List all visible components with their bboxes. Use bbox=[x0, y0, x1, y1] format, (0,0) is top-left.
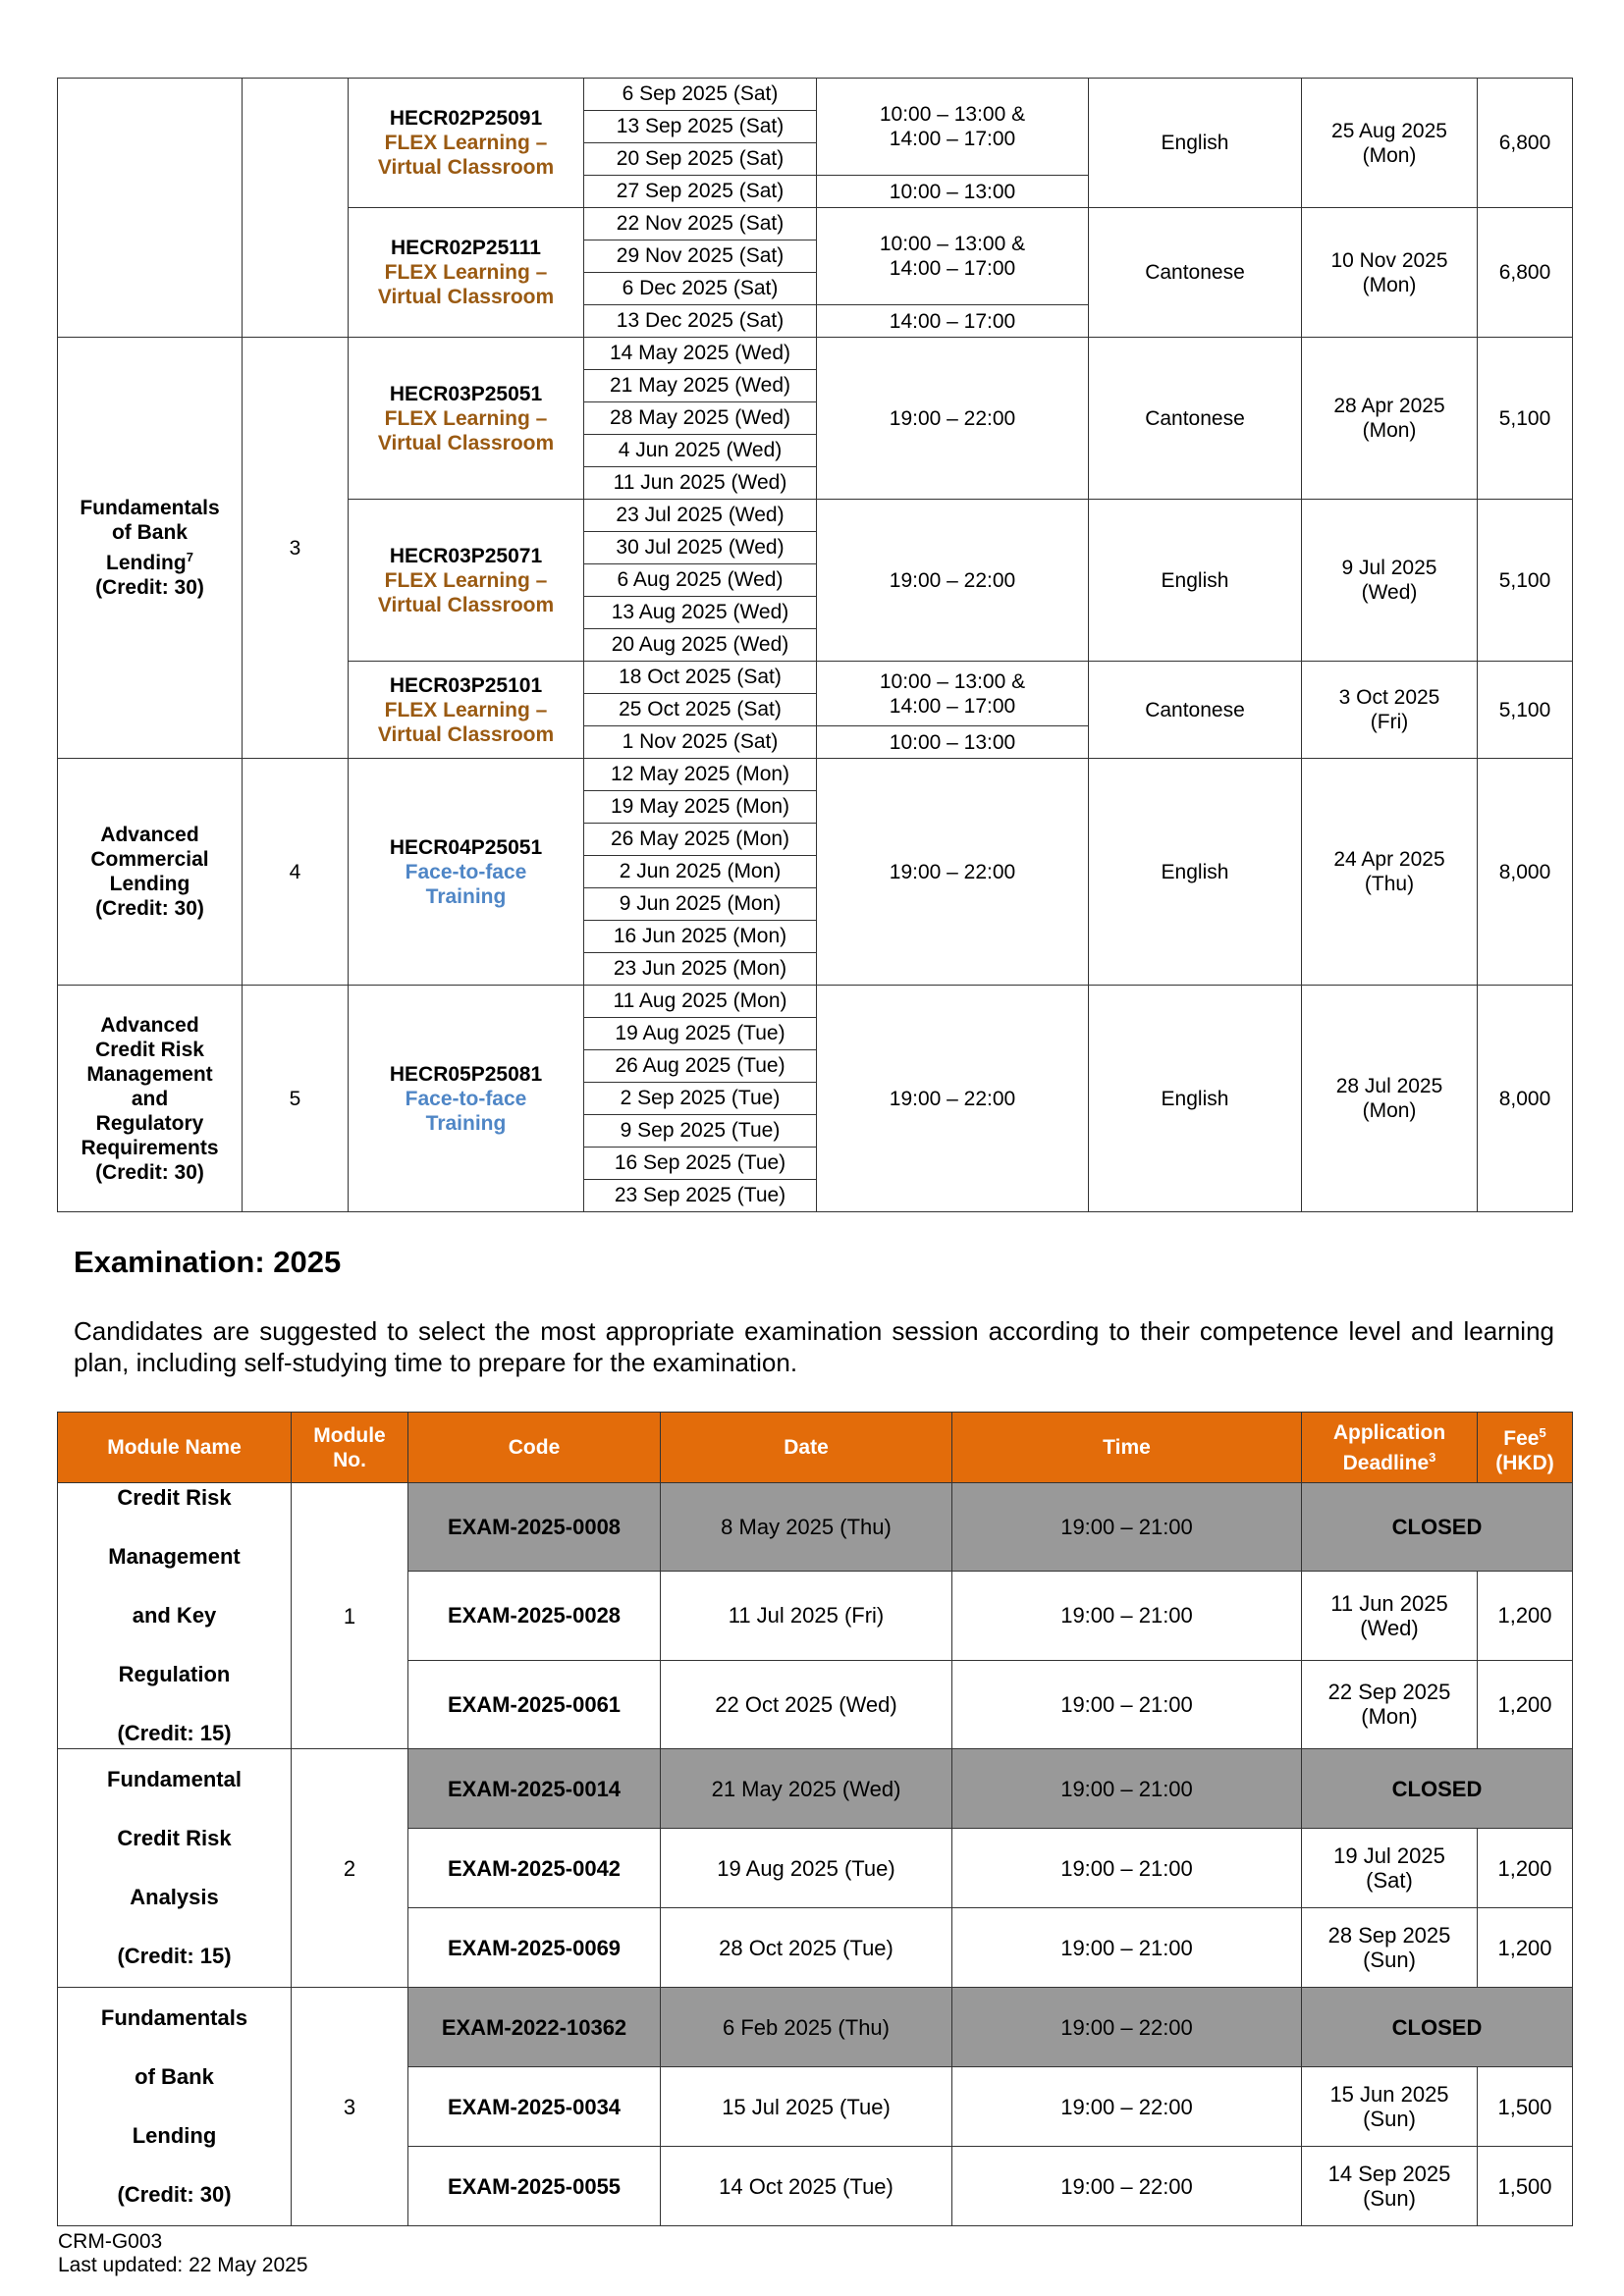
class-code: HECR02P25111 bbox=[391, 237, 541, 259]
class-date: 13 Aug 2025 (Wed) bbox=[584, 597, 817, 629]
class-code: HECR02P25091 bbox=[389, 107, 543, 130]
header-fee bbox=[1478, 1413, 1573, 1483]
exam-module-name-line: Management bbox=[108, 1544, 241, 1569]
class-fee: 5,100 bbox=[1478, 338, 1573, 500]
module-name-line: Fundamentals bbox=[80, 497, 220, 519]
training-row bbox=[58, 79, 1573, 111]
class-time-line: 14:00 – 17:00 bbox=[889, 257, 1016, 280]
header-module-no bbox=[292, 1413, 408, 1483]
last-updated: Last updated: 22 May 2025 bbox=[58, 2254, 308, 2276]
class-date: 23 Sep 2025 (Tue) bbox=[584, 1180, 817, 1212]
header-module-name: Module Name bbox=[58, 1413, 292, 1483]
exam-code: EXAM-2025-0008 bbox=[408, 1483, 661, 1572]
exam-section-note: Candidates are suggested to select the most appropriate examination session according to their competence level and learning plan, including self-studying time to prepare for the examination. bbox=[74, 1316, 1554, 1377]
exam-module-name-line: Fundamentals bbox=[100, 2005, 248, 2030]
class-code-cell bbox=[349, 79, 584, 208]
class-language: English bbox=[1089, 79, 1302, 208]
module-name-line: Commercial bbox=[90, 848, 209, 871]
exam-deadline bbox=[1302, 1660, 1478, 1748]
class-date: 9 Jun 2025 (Mon) bbox=[584, 888, 817, 921]
class-date: 27 Sep 2025 (Sat) bbox=[584, 176, 817, 208]
exam-deadline bbox=[1302, 1908, 1478, 1988]
exam-module-name-line: Fundamental bbox=[107, 1767, 242, 1791]
class-date: 30 Jul 2025 (Wed) bbox=[584, 532, 817, 564]
class-code-cell bbox=[349, 208, 584, 338]
exam-module-no-cell: 1 bbox=[292, 1483, 408, 1749]
header-module-no-line2: No. bbox=[333, 1448, 366, 1471]
exam-fee: 1,500 bbox=[1478, 2147, 1573, 2226]
class-deadline-line: 25 Aug 2025 bbox=[1331, 119, 1447, 142]
exam-code: EXAM-2022-10362 bbox=[408, 1988, 661, 2067]
module-name-line: and bbox=[131, 1087, 169, 1110]
header-fee-line1: Fee bbox=[1503, 1426, 1540, 1450]
class-fee: 8,000 bbox=[1478, 986, 1573, 1212]
exam-fee: 1,500 bbox=[1478, 2067, 1573, 2147]
exam-closed-status: CLOSED bbox=[1302, 1988, 1573, 2067]
exam-deadline-line: 22 Sep 2025 bbox=[1327, 1680, 1451, 1705]
class-date: 1 Nov 2025 (Sat) bbox=[584, 726, 817, 759]
exam-date: 22 Oct 2025 (Wed) bbox=[661, 1660, 952, 1748]
class-deadline bbox=[1302, 662, 1478, 759]
class-time: 19:00 – 22:00 bbox=[817, 500, 1089, 662]
module-name-line: Requirements bbox=[81, 1136, 219, 1159]
class-language: Cantonese bbox=[1089, 208, 1302, 338]
module-name-line: Credit Risk bbox=[95, 1038, 204, 1061]
class-code-cell bbox=[349, 986, 584, 1212]
class-fee: 5,100 bbox=[1478, 662, 1573, 759]
exam-closed-status: CLOSED bbox=[1302, 1749, 1573, 1829]
exam-deadline-line: (Sun) bbox=[1363, 2107, 1416, 2131]
training-row bbox=[58, 759, 1573, 791]
exam-time: 19:00 – 21:00 bbox=[952, 1829, 1302, 1908]
module-no-cell bbox=[243, 79, 349, 338]
class-deadline-line: (Mon) bbox=[1362, 273, 1417, 296]
exam-date: 11 Jul 2025 (Fri) bbox=[661, 1572, 952, 1660]
header-time: Time bbox=[952, 1413, 1302, 1483]
exam-code: EXAM-2025-0069 bbox=[408, 1908, 661, 1988]
exam-module-name-line: Credit Risk bbox=[117, 1485, 232, 1510]
class-format: FLEX Learning – Virtual Classroom bbox=[377, 132, 555, 179]
class-date: 9 Sep 2025 (Tue) bbox=[584, 1115, 817, 1148]
exam-deadline-line: (Sun) bbox=[1363, 2186, 1416, 2211]
exam-module-name-line: Regulation bbox=[118, 1662, 231, 1686]
class-code: HECR04P25051 bbox=[389, 835, 543, 859]
exam-time: 19:00 – 22:00 bbox=[952, 1988, 1302, 2067]
class-time-last: 10:00 – 13:00 bbox=[817, 176, 1089, 208]
module-name-line: Regulatory bbox=[95, 1111, 204, 1135]
class-format: FLEX Learning – Virtual Classroom bbox=[377, 261, 555, 308]
class-language: English bbox=[1089, 986, 1302, 1212]
class-code-cell bbox=[349, 759, 584, 986]
module-name-cell bbox=[58, 79, 243, 338]
exam-code: EXAM-2025-0061 bbox=[408, 1660, 661, 1748]
class-deadline-line: 24 Apr 2025 bbox=[1333, 848, 1445, 871]
module-name-line: (Credit: 30) bbox=[95, 576, 204, 599]
header-code: Code bbox=[408, 1413, 661, 1483]
exam-deadline-line: (Wed) bbox=[1360, 1615, 1419, 1640]
exam-closed-status: CLOSED bbox=[1302, 1483, 1573, 1572]
class-code-cell bbox=[349, 338, 584, 500]
class-deadline-line: 10 Nov 2025 bbox=[1330, 248, 1448, 272]
exam-session-row bbox=[58, 1749, 1573, 1829]
class-date: 18 Oct 2025 (Sat) bbox=[584, 662, 817, 694]
module-name-line-wrap bbox=[58, 545, 242, 575]
header-deadline-line2: Deadline bbox=[1342, 1451, 1430, 1474]
class-date: 26 May 2025 (Mon) bbox=[584, 824, 817, 856]
exam-time: 19:00 – 22:00 bbox=[952, 2147, 1302, 2226]
class-fee: 6,800 bbox=[1478, 208, 1573, 338]
class-date: 23 Jul 2025 (Wed) bbox=[584, 500, 817, 532]
exam-deadline-line: (Mon) bbox=[1361, 1704, 1418, 1730]
class-date: 6 Sep 2025 (Sat) bbox=[584, 79, 817, 111]
exam-fee: 1,200 bbox=[1478, 1829, 1573, 1908]
class-time-line: 14:00 – 17:00 bbox=[889, 128, 1016, 150]
class-date: 25 Oct 2025 (Sat) bbox=[584, 694, 817, 726]
module-name-line: Lending bbox=[109, 873, 190, 895]
class-deadline-line: (Mon) bbox=[1362, 143, 1417, 167]
module-name-line: Advanced bbox=[100, 824, 199, 846]
class-time: 19:00 – 22:00 bbox=[817, 986, 1089, 1212]
class-fee: 8,000 bbox=[1478, 759, 1573, 986]
header-deadline-line1: Application bbox=[1332, 1420, 1446, 1444]
class-date: 29 Nov 2025 (Sat) bbox=[584, 240, 817, 273]
class-code-cell bbox=[349, 662, 584, 759]
exam-module-name-line: of Bank bbox=[135, 2064, 214, 2089]
class-fee: 5,100 bbox=[1478, 500, 1573, 662]
class-date: 11 Jun 2025 (Wed) bbox=[584, 467, 817, 500]
class-date: 2 Jun 2025 (Mon) bbox=[584, 856, 817, 888]
exam-code: EXAM-2025-0055 bbox=[408, 2147, 661, 2226]
exam-module-name-line: Analysis bbox=[130, 1885, 219, 1909]
exam-time: 19:00 – 22:00 bbox=[952, 2067, 1302, 2147]
exam-module-name-line: and Key bbox=[132, 1603, 217, 1628]
header-fee-line2: (HKD) bbox=[1495, 1451, 1554, 1474]
module-no-cell: 3 bbox=[243, 338, 349, 759]
class-language: Cantonese bbox=[1089, 338, 1302, 500]
header-deadline bbox=[1302, 1413, 1478, 1483]
exam-schedule-table bbox=[57, 1412, 1573, 2226]
document-code: CRM-G003 bbox=[58, 2230, 163, 2253]
exam-code: EXAM-2025-0028 bbox=[408, 1572, 661, 1660]
class-time-last: 14:00 – 17:00 bbox=[817, 305, 1089, 338]
exam-time: 19:00 – 21:00 bbox=[952, 1908, 1302, 1988]
class-time-line: 14:00 – 17:00 bbox=[889, 694, 1016, 718]
class-deadline-line: (Mon) bbox=[1362, 1099, 1417, 1122]
class-language: English bbox=[1089, 500, 1302, 662]
class-deadline-line: 28 Jul 2025 bbox=[1335, 1075, 1443, 1097]
exam-deadline-line: 28 Sep 2025 bbox=[1327, 1923, 1451, 1948]
exam-fee: 1,200 bbox=[1478, 1908, 1573, 1988]
class-time: 19:00 – 22:00 bbox=[817, 338, 1089, 500]
exam-time: 19:00 – 21:00 bbox=[952, 1749, 1302, 1829]
exam-date: 15 Jul 2025 (Tue) bbox=[661, 2067, 952, 2147]
exam-date: 28 Oct 2025 (Tue) bbox=[661, 1908, 952, 1988]
class-date: 11 Aug 2025 (Mon) bbox=[584, 986, 817, 1018]
class-deadline bbox=[1302, 759, 1478, 986]
class-date: 6 Aug 2025 (Wed) bbox=[584, 564, 817, 597]
class-date: 21 May 2025 (Wed) bbox=[584, 370, 817, 402]
module-name-line: (Credit: 30) bbox=[95, 1160, 204, 1184]
class-time-last: 10:00 – 13:00 bbox=[817, 726, 1089, 759]
exam-module-name-cell bbox=[58, 1988, 292, 2226]
class-date: 19 Aug 2025 (Tue) bbox=[584, 1018, 817, 1050]
module-no-cell: 5 bbox=[243, 986, 349, 1212]
exam-date: 8 May 2025 (Thu) bbox=[661, 1483, 952, 1572]
exam-module-name-line: Lending bbox=[132, 2123, 217, 2148]
header-date: Date bbox=[661, 1413, 952, 1483]
exam-date: 14 Oct 2025 (Tue) bbox=[661, 2147, 952, 2226]
class-time bbox=[817, 208, 1089, 305]
class-code: HECR03P25071 bbox=[389, 544, 543, 567]
class-date: 16 Jun 2025 (Mon) bbox=[584, 921, 817, 953]
class-code: HECR03P25051 bbox=[389, 382, 543, 405]
exam-time: 19:00 – 21:00 bbox=[952, 1660, 1302, 1748]
class-date: 2 Sep 2025 (Tue) bbox=[584, 1083, 817, 1115]
class-deadline bbox=[1302, 338, 1478, 500]
header-deadline-footnote: 3 bbox=[1429, 1449, 1436, 1465]
exam-module-no-cell: 2 bbox=[292, 1749, 408, 1988]
exam-module-name-cell bbox=[58, 1749, 292, 1988]
exam-module-name-line: (Credit: 30) bbox=[117, 2182, 232, 2207]
exam-session-row bbox=[58, 1988, 1573, 2067]
exam-code: EXAM-2025-0042 bbox=[408, 1829, 661, 1908]
module-name-cell bbox=[58, 986, 243, 1212]
page-footer bbox=[58, 2230, 308, 2277]
exam-deadline-line: (Sat) bbox=[1366, 1868, 1413, 1893]
class-code: HECR03P25101 bbox=[389, 673, 543, 697]
class-date: 19 May 2025 (Mon) bbox=[584, 791, 817, 824]
exam-module-name-cell bbox=[58, 1483, 292, 1749]
class-time-line: 10:00 – 13:00 & bbox=[879, 669, 1026, 693]
class-code-cell bbox=[349, 500, 584, 662]
exam-code: EXAM-2025-0014 bbox=[408, 1749, 661, 1829]
class-time-line: 10:00 – 13:00 & bbox=[879, 233, 1026, 255]
class-deadline-line: 9 Jul 2025 bbox=[1341, 557, 1437, 579]
class-date: 20 Aug 2025 (Wed) bbox=[584, 629, 817, 662]
class-fee: 6,800 bbox=[1478, 79, 1573, 208]
class-date: 6 Dec 2025 (Sat) bbox=[584, 273, 817, 305]
class-date: 22 Nov 2025 (Sat) bbox=[584, 208, 817, 240]
exam-deadline-line: 19 Jul 2025 bbox=[1333, 1843, 1445, 1868]
exam-module-name-line: (Credit: 15) bbox=[117, 1944, 232, 1968]
exam-deadline bbox=[1302, 2147, 1478, 2226]
exam-module-no-cell: 3 bbox=[292, 1988, 408, 2226]
class-deadline-line: 28 Apr 2025 bbox=[1333, 395, 1445, 417]
class-format: Face-to-face Training bbox=[405, 1087, 527, 1135]
exam-date: 19 Aug 2025 (Tue) bbox=[661, 1829, 952, 1908]
class-date: 16 Sep 2025 (Tue) bbox=[584, 1148, 817, 1180]
exam-section-title: Examination: 2025 bbox=[74, 1245, 342, 1279]
exam-time: 19:00 – 21:00 bbox=[952, 1572, 1302, 1660]
training-row bbox=[58, 986, 1573, 1018]
header-fee-footnote: 5 bbox=[1539, 1424, 1546, 1440]
exam-fee: 1,200 bbox=[1478, 1572, 1573, 1660]
class-language: English bbox=[1089, 759, 1302, 986]
module-name-footnote: 7 bbox=[186, 550, 193, 564]
class-deadline-line: (Wed) bbox=[1361, 581, 1418, 604]
class-deadline-line: (Fri) bbox=[1370, 711, 1409, 733]
class-deadline bbox=[1302, 500, 1478, 662]
exam-code: EXAM-2025-0034 bbox=[408, 2067, 661, 2147]
class-deadline bbox=[1302, 986, 1478, 1212]
exam-date: 6 Feb 2025 (Thu) bbox=[661, 1988, 952, 2067]
class-format: FLEX Learning – Virtual Classroom bbox=[377, 568, 555, 616]
class-time bbox=[817, 662, 1089, 726]
exam-fee: 1,200 bbox=[1478, 1660, 1573, 1748]
exam-date: 21 May 2025 (Wed) bbox=[661, 1749, 952, 1829]
class-format: Face-to-face Training bbox=[405, 860, 527, 908]
module-name-line: Advanced bbox=[100, 1013, 199, 1037]
class-deadline bbox=[1302, 79, 1478, 208]
exam-header-row bbox=[58, 1413, 1573, 1483]
module-name-cell bbox=[58, 759, 243, 986]
class-date: 20 Sep 2025 (Sat) bbox=[584, 143, 817, 176]
class-date: 28 May 2025 (Wed) bbox=[584, 402, 817, 435]
class-deadline-line: 3 Oct 2025 bbox=[1338, 686, 1440, 709]
class-code: HECR05P25081 bbox=[389, 1062, 543, 1086]
exam-deadline-line: 11 Jun 2025 bbox=[1330, 1590, 1448, 1616]
class-format: FLEX Learning – Virtual Classroom bbox=[377, 406, 555, 454]
exam-deadline bbox=[1302, 1572, 1478, 1660]
exam-time: 19:00 – 21:00 bbox=[952, 1483, 1302, 1572]
class-time: 19:00 – 22:00 bbox=[817, 759, 1089, 986]
exam-deadline-line: 15 Jun 2025 bbox=[1329, 2082, 1449, 2107]
exam-deadline-line: (Sun) bbox=[1363, 1948, 1416, 1972]
class-deadline-line: (Thu) bbox=[1364, 873, 1415, 895]
exam-module-name-line: Credit Risk bbox=[117, 1826, 232, 1850]
class-time bbox=[817, 79, 1089, 176]
training-schedule-table bbox=[57, 78, 1573, 1212]
class-time-line: 10:00 – 13:00 & bbox=[879, 103, 1026, 126]
module-no-cell: 4 bbox=[243, 759, 349, 986]
class-date: 13 Sep 2025 (Sat) bbox=[584, 111, 817, 143]
class-date: 4 Jun 2025 (Wed) bbox=[584, 435, 817, 467]
class-deadline bbox=[1302, 208, 1478, 338]
class-date: 14 May 2025 (Wed) bbox=[584, 338, 817, 370]
exam-deadline bbox=[1302, 2067, 1478, 2147]
module-name-cell bbox=[58, 338, 243, 759]
module-name-line: (Credit: 30) bbox=[95, 897, 204, 920]
module-name-line: of Bank bbox=[111, 521, 188, 544]
class-language: Cantonese bbox=[1089, 662, 1302, 759]
class-format: FLEX Learning – Virtual Classroom bbox=[377, 698, 555, 746]
training-row bbox=[58, 338, 1573, 370]
class-deadline-line: (Mon) bbox=[1362, 419, 1417, 442]
class-date: 23 Jun 2025 (Mon) bbox=[584, 953, 817, 986]
exam-session-row bbox=[58, 1483, 1573, 1572]
class-date: 26 Aug 2025 (Tue) bbox=[584, 1050, 817, 1083]
header-module-no-line1: Module bbox=[313, 1423, 386, 1447]
exam-deadline bbox=[1302, 1829, 1478, 1908]
class-date: 12 May 2025 (Mon) bbox=[584, 759, 817, 791]
module-name-line: Lending bbox=[106, 552, 187, 574]
module-name-line: Management bbox=[86, 1062, 213, 1086]
exam-deadline-line: 14 Sep 2025 bbox=[1327, 2162, 1451, 2186]
class-date: 13 Dec 2025 (Sat) bbox=[584, 305, 817, 338]
exam-module-name-line: (Credit: 15) bbox=[117, 1721, 232, 1745]
